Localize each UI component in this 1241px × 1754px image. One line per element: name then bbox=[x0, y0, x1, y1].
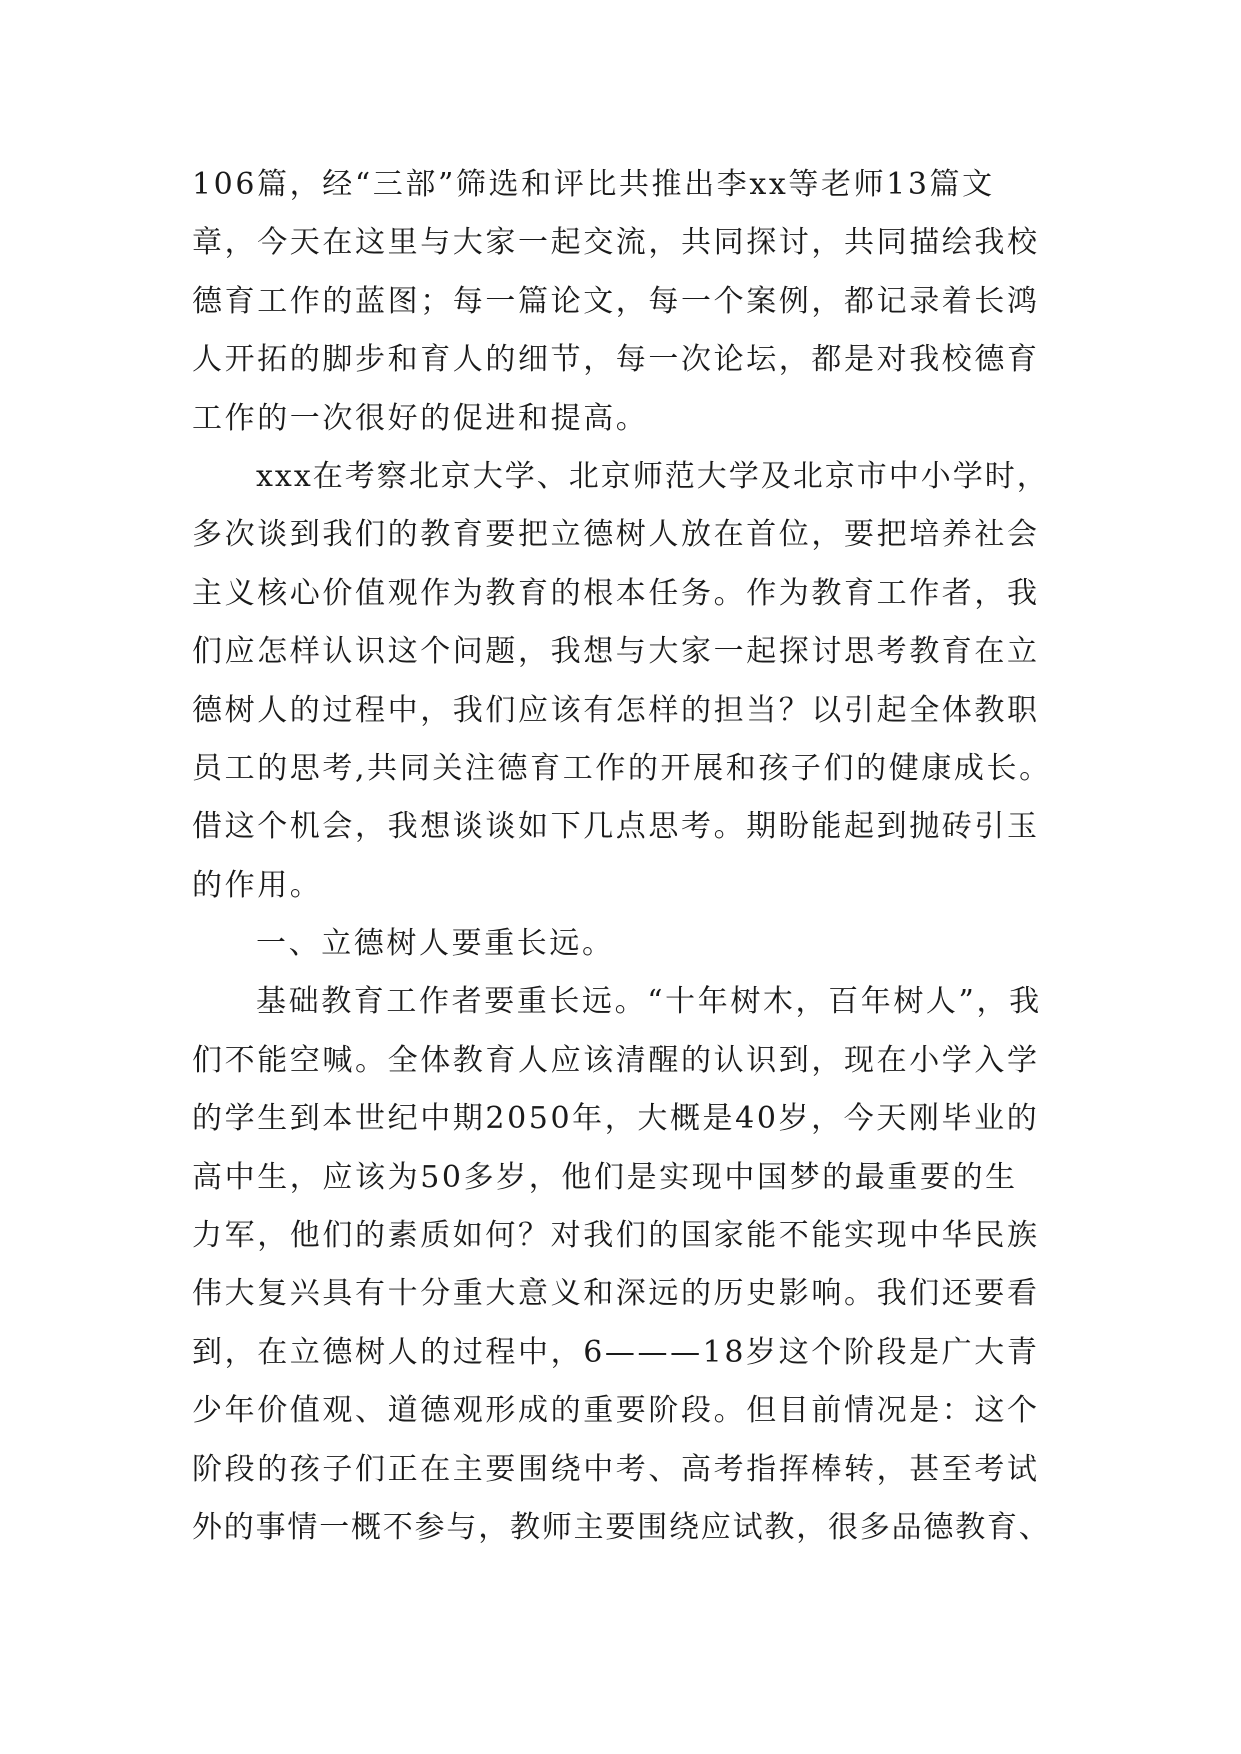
text-line: 德育工作的蓝图；每一篇论文，每一个案例，都记录着长鸿 bbox=[192, 283, 1040, 319]
text-line: 的学生到本世纪中期2050年，大概是40岁，今天刚毕业的 bbox=[192, 1101, 1040, 1137]
text-line: 们应怎样认识这个问题，我想与大家一起探讨思考教育在立 bbox=[192, 634, 1040, 670]
document-body bbox=[192, 156, 1052, 1557]
text-line: 工作的一次很好的促进和提高。 bbox=[192, 400, 649, 436]
section-heading: 一、立德树人要重长远。 bbox=[256, 926, 615, 962]
paragraph-first-line: xxx在考察北京大学、北京师范大学及北京市中小学时， bbox=[256, 458, 1049, 494]
text-line: 到，在立德树人的过程中，6———18岁这个阶段是广大青 bbox=[192, 1334, 1040, 1370]
text-line: 们不能空喊。全体教育人应该清醒的认识到，现在小学入学 bbox=[192, 1042, 1040, 1078]
text-line: 外的事情一概不参与，教师主要围绕应试教，很多品德教育、 bbox=[192, 1509, 1051, 1545]
text-line: 伟大复兴具有十分重大意义和深远的历史影响。我们还要看 bbox=[192, 1276, 1040, 1312]
text-line: 阶段的孩子们正在主要围绕中考、高考指挥棒转，甚至考试 bbox=[192, 1451, 1040, 1487]
text-line: 章，今天在这里与大家一起交流，共同探讨，共同描绘我校 bbox=[192, 225, 1040, 261]
text-line: 106篇，经“三部”筛选和评比共推出李xx等老师13篇文 bbox=[192, 167, 995, 202]
text-line: 主义核心价值观作为教育的根本任务。作为教育工作者，我 bbox=[192, 575, 1040, 611]
text-line: 高中生，应该为50多岁，他们是实现中国梦的最重要的生 bbox=[192, 1159, 1018, 1195]
text-line: 员工的思考,共同关注德育工作的开展和孩子们的健康成长。 bbox=[192, 750, 1052, 786]
text-line: 的作用。 bbox=[192, 867, 323, 903]
paragraph-first-line: 基础教育工作者要重长远。“十年树木，百年树人”，我 bbox=[256, 984, 1042, 1020]
text-line: 人开拓的脚步和育人的细节，每一次论坛，都是对我校德育 bbox=[192, 342, 1040, 378]
text-line: 力军，他们的素质如何？对我们的国家能不能实现中华民族 bbox=[192, 1218, 1040, 1254]
text-line: 少年价值观、道德观形成的重要阶段。但目前情况是：这个 bbox=[192, 1393, 1040, 1429]
text-line: 德树人的过程中，我们应该有怎样的担当？以引起全体教职 bbox=[192, 692, 1040, 728]
text-line: 借这个机会，我想谈谈如下几点思考。期盼能起到抛砖引玉 bbox=[192, 809, 1040, 845]
text-line: 多次谈到我们的教育要把立德树人放在首位，要把培养社会 bbox=[192, 517, 1040, 553]
